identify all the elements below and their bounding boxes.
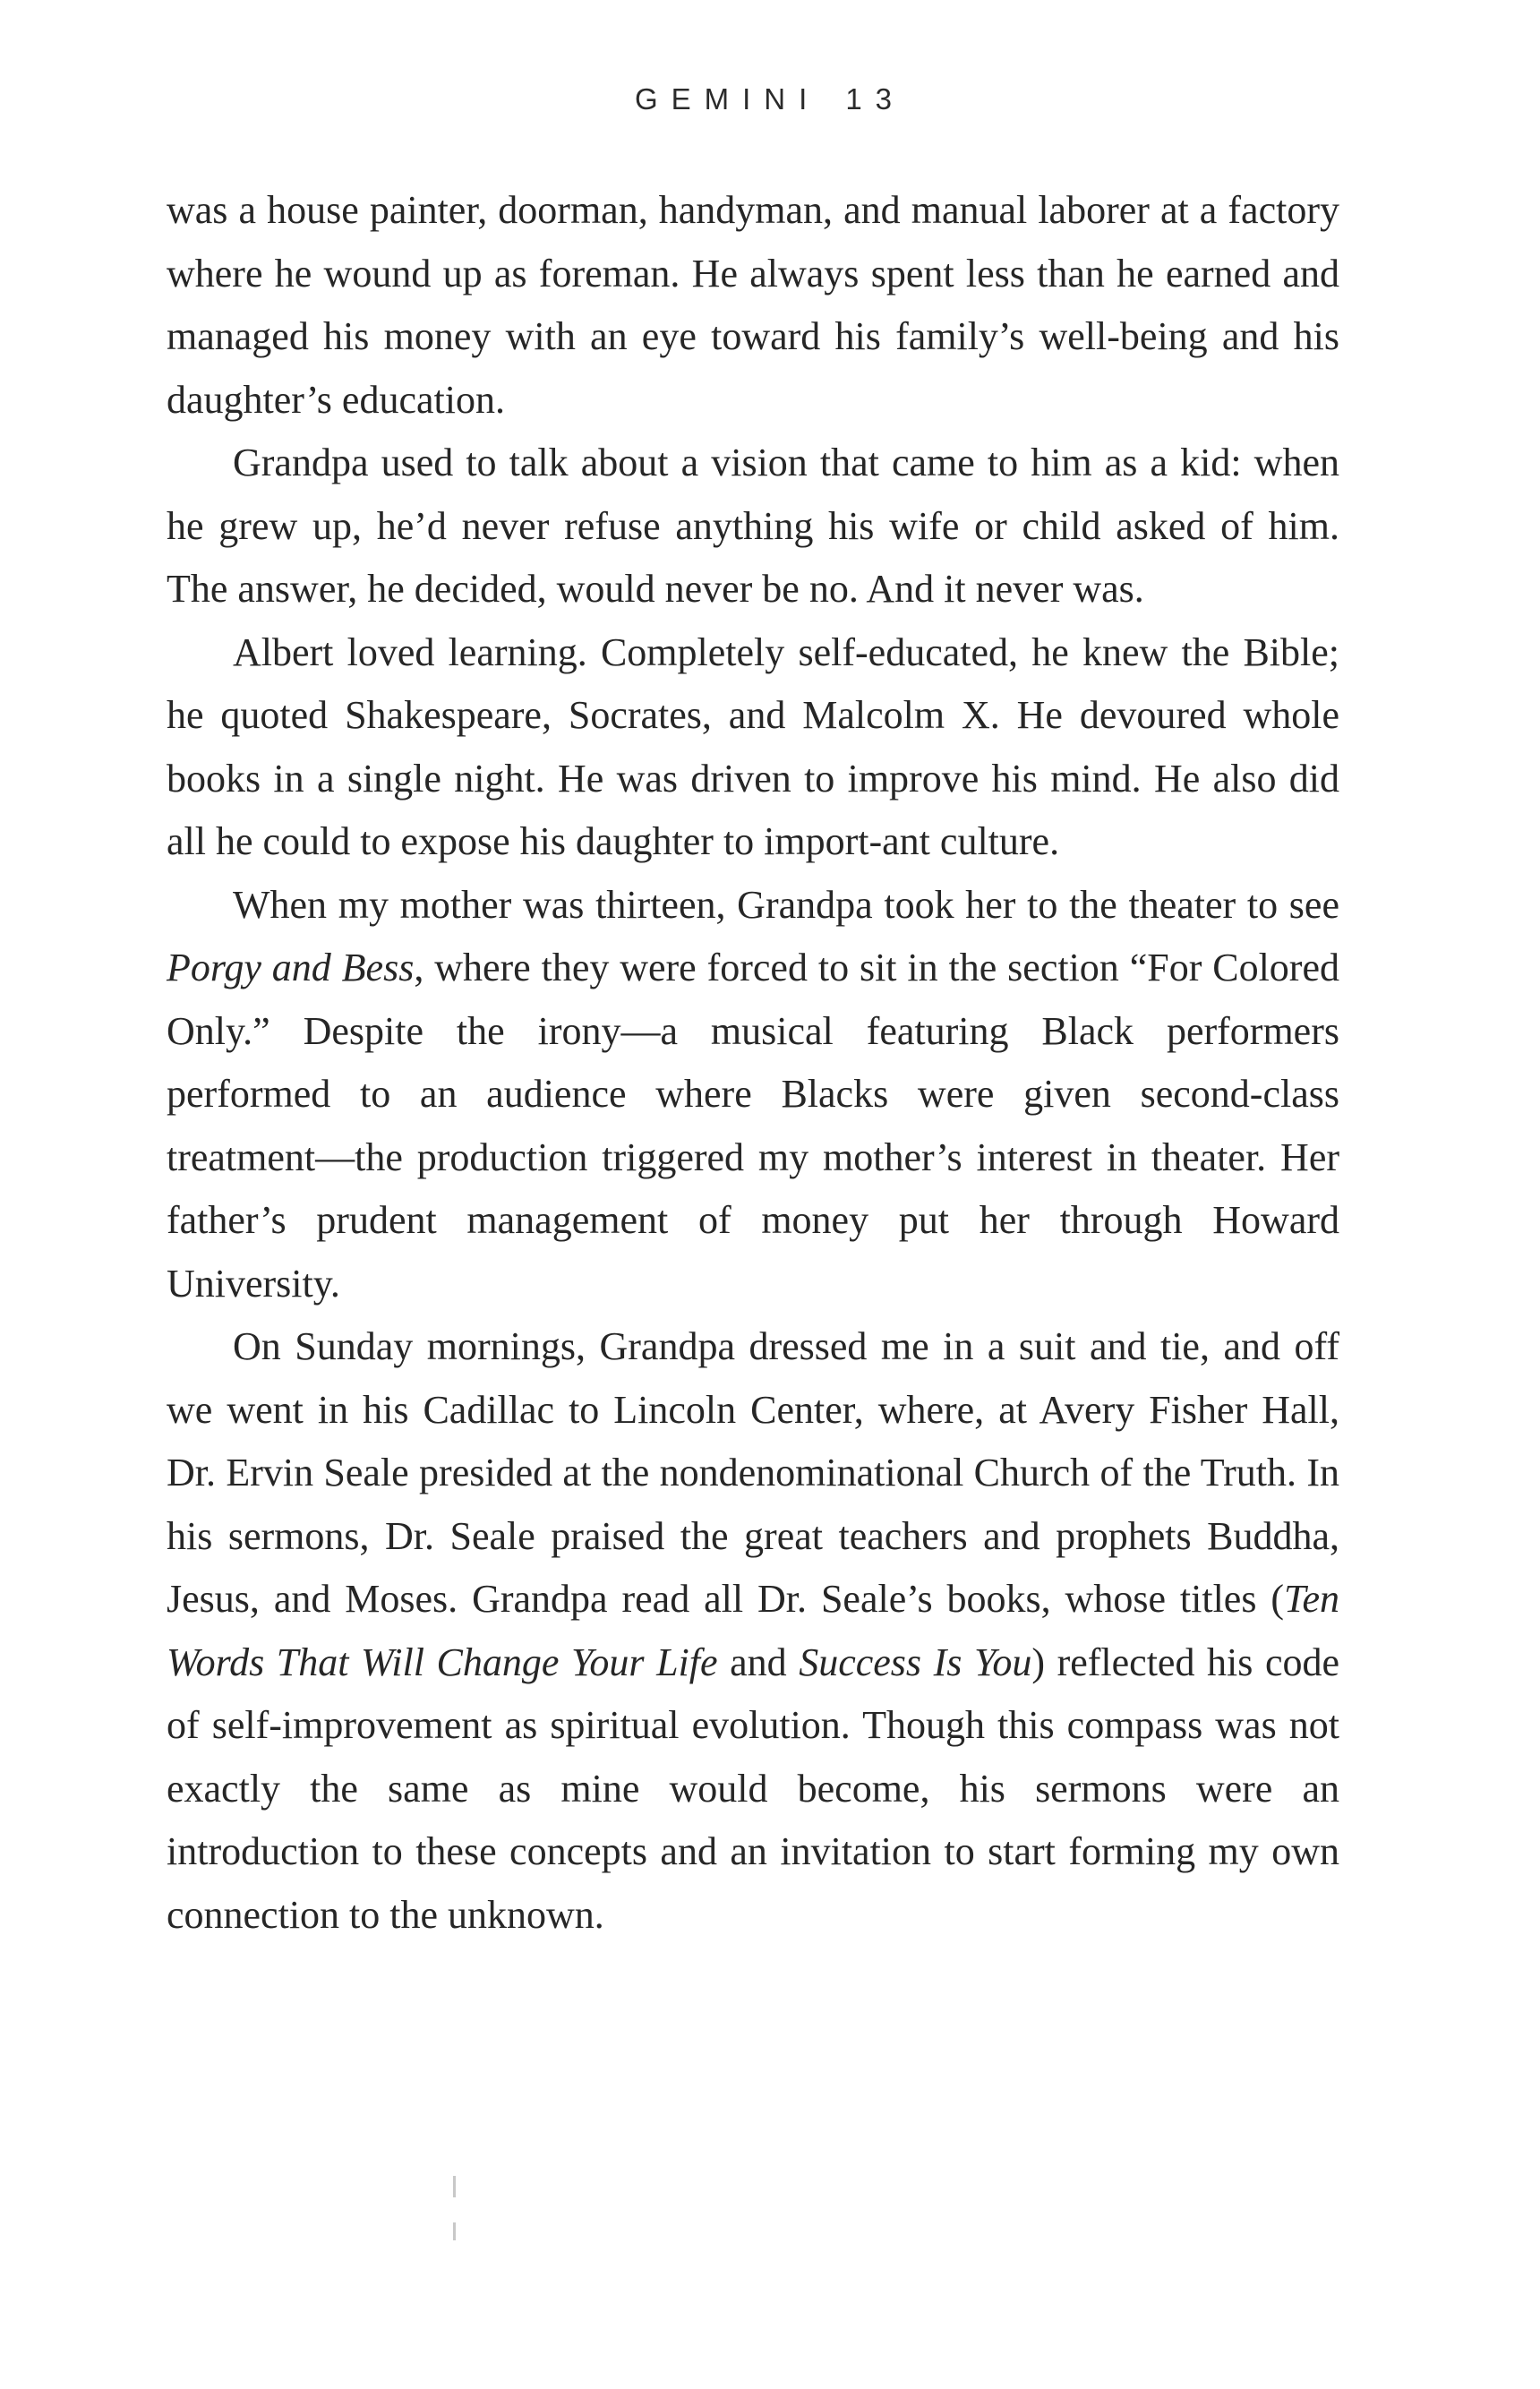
italic-title: Porgy and Bess: [167, 946, 415, 989]
text-run: , where they were forced to sit in the section “For Colored Only.” Despite the irony—a musical featuring Black performers performed to an audience where Blacks were given second-class treatment—the production triggered my mother’s interest in theater. Her father’s prudent management of money put her through Howard University.: [167, 946, 1339, 1306]
running-head: [0, 82, 1540, 116]
paragraph: [167, 432, 1339, 621]
scan-artifact-mark: [453, 2222, 456, 2240]
page-number: 13: [845, 82, 906, 116]
paragraph: [167, 874, 1339, 1316]
paragraph: [167, 179, 1339, 432]
text-run: Albert loved learning. Completely self-educated, he knew the Bible; he quoted Shakespeare, Socrates, and Malcolm X. He devoured whole books in a single night. He was driven to improve his mind. He also did all he could to expose his daughter to import-ant culture.: [167, 629, 1339, 863]
body-text: [167, 179, 1339, 1947]
text-run: On Sunday mornings, Grandpa dressed me in a suit and tie, and off we went in his Cadillac to Lincoln Center, where, at Avery Fisher Hall, Dr. Ervin Seale presided at the nondenominational Church of the Truth. In his sermons, Dr. Seale praised the great teachers and prophets Buddha, Jesus, and Moses. Grandpa read all Dr. Seale’s books, whose titles (: [167, 1324, 1339, 1621]
chapter-title: GEMINI: [634, 82, 821, 116]
text-run: was a house painter, doorman, handyman, and manual laborer at a factory where he wound up as foreman. He always spent less than he earned and managed his money with an eye toward his family’s well-being and his daughter’s education.: [167, 188, 1339, 422]
text-run: Grandpa used to talk about a vision that came to him as a kid: when he grew up, he’d never refuse anything his wife or child asked of him. The answer, he decided, would never be no. And it never was.: [167, 441, 1339, 611]
scan-artifact-mark: [453, 2176, 456, 2197]
text-run: ) reflected his code of self-improvement as spiritual evolution. Though this compass was not exactly the same as mine would become, his sermons were an introduction to these concepts and an invitation to start forming my own connection to the unknown.: [167, 1640, 1340, 1937]
paragraph: [167, 621, 1339, 874]
text-run: When my mother was thirteen, Grandpa took her to the theater to see: [233, 882, 1339, 927]
paragraph: [167, 1315, 1339, 1947]
text-run: and: [717, 1640, 800, 1684]
italic-title: Success Is You: [799, 1640, 1032, 1684]
italic-title: Ten Words That Will Change Your Life: [167, 1577, 1339, 1684]
